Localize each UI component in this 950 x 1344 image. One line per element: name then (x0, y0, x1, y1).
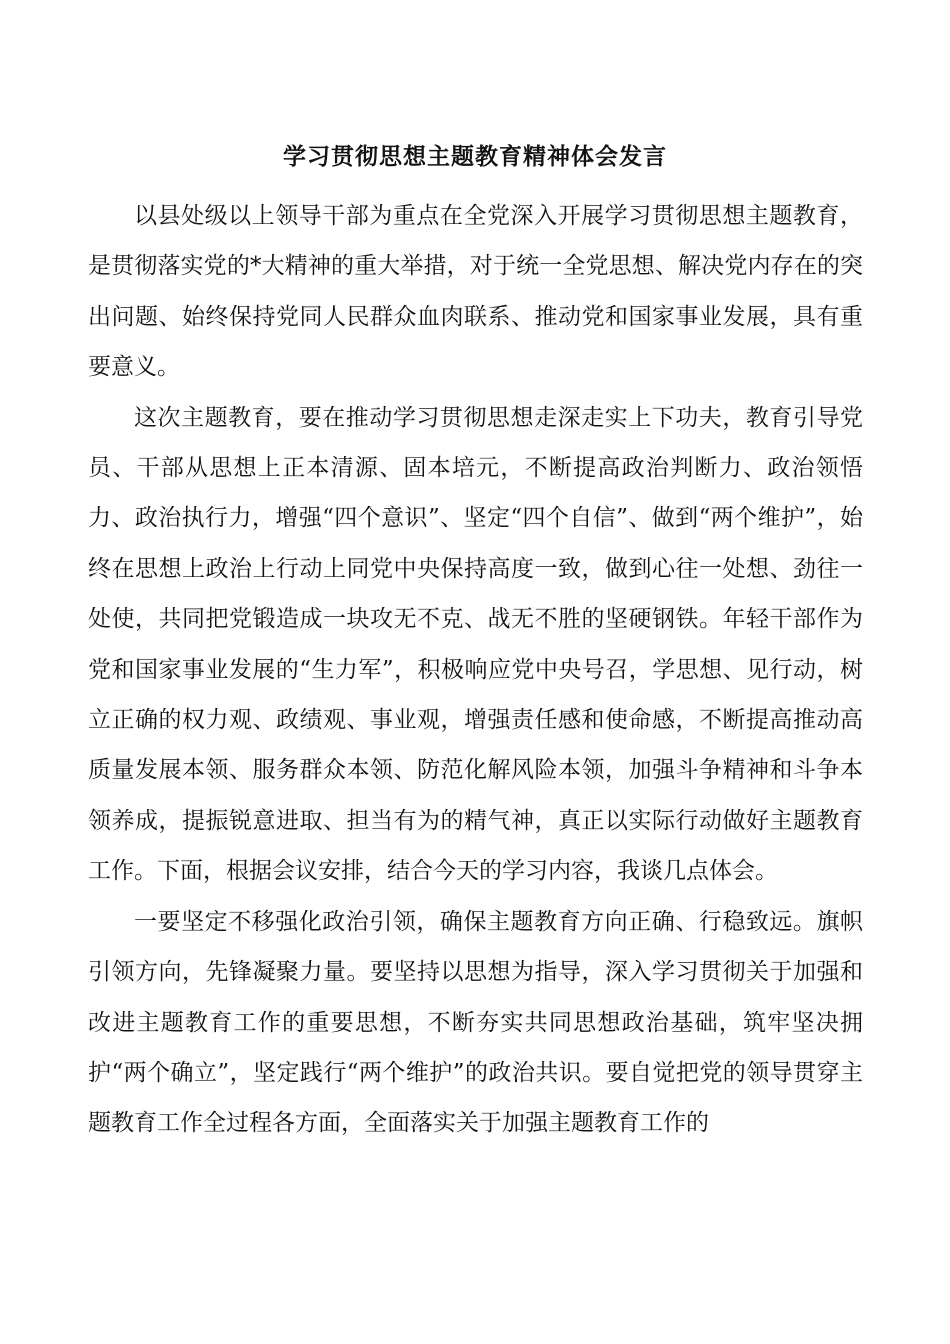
document-title: 学习贯彻思想主题教育精神体会发言 (283, 143, 667, 170)
paragraph-3: 一要坚定不移强化政治引领，确保主题教育方向正确、行稳致远。旗帜引领方向，先锋凝聚力量。要坚持以思想为指导，深入学习贯彻关于加强和改进主题教育工作的重要思想，不断夯实共同思想政治基础，筑牢坚决拥护“两个确立”，坚定践行“两个维护”的政治共识。要自觉把党的领导贯穿主题教育工作全过程各方面，全面落实关于加强主题教育工作的 (88, 908, 863, 1137)
paragraph-1: 以县处级以上领导干部为重点在全党深入开展学习贯彻思想主题教育，是贯彻落实党的*大精神的重大举措，对于统一全党思想、解决党内存在的突出问题、始终保持党同人民群众血肉联系、推动党和国家事业发展，具有重要意义。 (88, 203, 863, 381)
paragraph-2: 这次主题教育，要在推动学习贯彻思想走深走实上下功夫，教育引导党员、干部从思想上正本清源、固本培元，不断提高政治判断力、政治领悟力、政治执行力，增强“四个意识”、坚定“四个自信”、做到“两个维护”，始终在思想上政治上行动上同党中央保持高度一致，做到心往一处想、劲往一处使，共同把党锻造成一块攻无不克、战无不胜的坚硬钢铁。年轻干部作为党和国家事业发展的“生力军”，积极响应党中央号召，学思想、见行动，树立正确的权力观、政绩观、事业观，增强责任感和使命感，不断提高推动高质量发展本领、服务群众本领、防范化解风险本领，加强斗争精神和斗争本领养成，提振锐意进取、担当有为的精气神，真正以实际行动做好主题教育工作。下面，根据会议安排，结合今天的学习内容，我谈几点体会。 (88, 404, 863, 885)
document-body (88, 191, 863, 1149)
